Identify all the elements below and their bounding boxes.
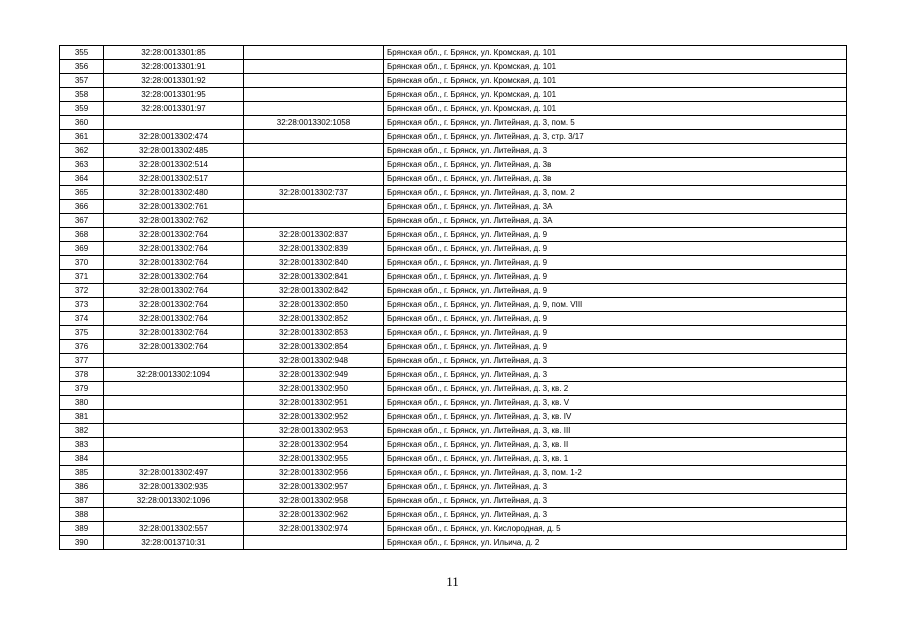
cadastral-number-cell: 32:28:0013302:764 — [104, 340, 244, 354]
address-cell: Брянская обл., г. Брянск, ул. Литейная, д. 3 — [384, 480, 847, 494]
cadastral-number-cell: 32:28:0013302:764 — [104, 312, 244, 326]
room-cadastral-number-cell: 32:28:0013302:839 — [244, 242, 384, 256]
cadastral-number-cell — [104, 354, 244, 368]
address-cell: Брянская обл., г. Брянск, ул. Кромская, д. 101 — [384, 102, 847, 116]
address-cell: Брянская обл., г. Брянск, ул. Литейная, д. 9 — [384, 340, 847, 354]
row-number-cell: 377 — [60, 354, 104, 368]
table-row — [60, 452, 847, 466]
table-row — [60, 284, 847, 298]
room-cadastral-number-cell: 32:28:0013302:840 — [244, 256, 384, 270]
address-cell: Брянская обл., г. Брянск, ул. Литейная, д. 9 — [384, 326, 847, 340]
address-cell: Брянская обл., г. Брянск, ул. Литейная, д. 3, стр. 3/17 — [384, 130, 847, 144]
room-cadastral-number-cell: 32:28:0013302:952 — [244, 410, 384, 424]
row-number-cell: 355 — [60, 46, 104, 60]
table-row — [60, 480, 847, 494]
table-row — [60, 242, 847, 256]
cadastral-number-cell: 32:28:0013302:761 — [104, 200, 244, 214]
row-number-cell: 384 — [60, 452, 104, 466]
registry-table — [59, 45, 847, 550]
address-cell: Брянская обл., г. Брянск, ул. Литейная, д. 3, кв. IV — [384, 410, 847, 424]
registry-table-body — [60, 46, 847, 550]
table-row — [60, 466, 847, 480]
address-cell: Брянская обл., г. Брянск, ул. Литейная, д. 9 — [384, 312, 847, 326]
cadastral-number-cell — [104, 438, 244, 452]
row-number-cell: 373 — [60, 298, 104, 312]
cadastral-number-cell: 32:28:0013302:764 — [104, 298, 244, 312]
room-cadastral-number-cell — [244, 88, 384, 102]
cadastral-number-cell: 32:28:0013302:764 — [104, 326, 244, 340]
cadastral-number-cell: 32:28:0013302:935 — [104, 480, 244, 494]
cadastral-number-cell: 32:28:0013302:764 — [104, 284, 244, 298]
cadastral-number-cell: 32:28:0013302:557 — [104, 522, 244, 536]
cadastral-number-cell — [104, 410, 244, 424]
cadastral-number-cell: 32:28:0013301:85 — [104, 46, 244, 60]
room-cadastral-number-cell — [244, 74, 384, 88]
table-row — [60, 88, 847, 102]
table-row — [60, 158, 847, 172]
row-number-cell: 378 — [60, 368, 104, 382]
address-cell: Брянская обл., г. Брянск, ул. Литейная, д. 3, кв. II — [384, 438, 847, 452]
row-number-cell: 389 — [60, 522, 104, 536]
row-number-cell: 375 — [60, 326, 104, 340]
room-cadastral-number-cell — [244, 214, 384, 228]
address-cell: Брянская обл., г. Брянск, ул. Литейная, д. 3, кв. V — [384, 396, 847, 410]
room-cadastral-number-cell — [244, 172, 384, 186]
row-number-cell: 365 — [60, 186, 104, 200]
cadastral-number-cell: 32:28:0013302:517 — [104, 172, 244, 186]
address-cell: Брянская обл., г. Брянск, ул. Литейная, д. 9 — [384, 284, 847, 298]
row-number-cell: 369 — [60, 242, 104, 256]
address-cell: Брянская обл., г. Брянск, ул. Кромская, д. 101 — [384, 46, 847, 60]
room-cadastral-number-cell — [244, 144, 384, 158]
row-number-cell: 357 — [60, 74, 104, 88]
row-number-cell: 364 — [60, 172, 104, 186]
room-cadastral-number-cell: 32:28:0013302:737 — [244, 186, 384, 200]
room-cadastral-number-cell: 32:28:0013302:1058 — [244, 116, 384, 130]
table-row — [60, 424, 847, 438]
address-cell: Брянская обл., г. Брянск, ул. Литейная, д. 3, кв. 1 — [384, 452, 847, 466]
room-cadastral-number-cell: 32:28:0013302:948 — [244, 354, 384, 368]
room-cadastral-number-cell: 32:28:0013302:852 — [244, 312, 384, 326]
table-row — [60, 326, 847, 340]
address-cell: Брянская обл., г. Брянск, ул. Литейная, д. 9 — [384, 270, 847, 284]
address-cell: Брянская обл., г. Брянск, ул. Литейная, д. 9 — [384, 242, 847, 256]
table-row — [60, 172, 847, 186]
row-number-cell: 367 — [60, 214, 104, 228]
table-row — [60, 214, 847, 228]
room-cadastral-number-cell — [244, 46, 384, 60]
address-cell: Брянская обл., г. Брянск, ул. Кромская, д. 101 — [384, 88, 847, 102]
room-cadastral-number-cell: 32:28:0013302:949 — [244, 368, 384, 382]
address-cell: Брянская обл., г. Брянск, ул. Кромская, д. 101 — [384, 60, 847, 74]
room-cadastral-number-cell: 32:28:0013302:853 — [244, 326, 384, 340]
table-row — [60, 438, 847, 452]
table-row — [60, 256, 847, 270]
cadastral-number-cell: 32:28:0013302:474 — [104, 130, 244, 144]
address-cell: Брянская обл., г. Брянск, ул. Литейная, д. 3А — [384, 214, 847, 228]
room-cadastral-number-cell — [244, 60, 384, 74]
cadastral-number-cell: 32:28:0013710:31 — [104, 536, 244, 550]
address-cell: Брянская обл., г. Брянск, ул. Литейная, д. 3, кв. III — [384, 424, 847, 438]
cadastral-number-cell: 32:28:0013302:485 — [104, 144, 244, 158]
room-cadastral-number-cell: 32:28:0013302:951 — [244, 396, 384, 410]
table-row — [60, 340, 847, 354]
room-cadastral-number-cell — [244, 536, 384, 550]
row-number-cell: 383 — [60, 438, 104, 452]
row-number-cell: 382 — [60, 424, 104, 438]
row-number-cell: 380 — [60, 396, 104, 410]
room-cadastral-number-cell: 32:28:0013302:841 — [244, 270, 384, 284]
address-cell: Брянская обл., г. Брянск, ул. Литейная, д. 3 — [384, 368, 847, 382]
row-number-cell: 390 — [60, 536, 104, 550]
address-cell: Брянская обл., г. Брянск, ул. Литейная, д. 3в — [384, 158, 847, 172]
row-number-cell: 359 — [60, 102, 104, 116]
cadastral-number-cell: 32:28:0013301:91 — [104, 60, 244, 74]
room-cadastral-number-cell: 32:28:0013302:850 — [244, 298, 384, 312]
address-cell: Брянская обл., г. Брянск, ул. Литейная, д. 3 — [384, 494, 847, 508]
room-cadastral-number-cell — [244, 130, 384, 144]
row-number-cell: 371 — [60, 270, 104, 284]
cadastral-number-cell: 32:28:0013301:92 — [104, 74, 244, 88]
room-cadastral-number-cell: 32:28:0013302:950 — [244, 382, 384, 396]
cadastral-number-cell: 32:28:0013302:764 — [104, 228, 244, 242]
table-row — [60, 312, 847, 326]
cadastral-number-cell: 32:28:0013302:764 — [104, 242, 244, 256]
table-row — [60, 382, 847, 396]
table-row — [60, 368, 847, 382]
cadastral-number-cell — [104, 424, 244, 438]
table-row — [60, 186, 847, 200]
address-cell: Брянская обл., г. Брянск, ул. Литейная, д. 9 — [384, 228, 847, 242]
room-cadastral-number-cell: 32:28:0013302:837 — [244, 228, 384, 242]
row-number-cell: 362 — [60, 144, 104, 158]
cadastral-number-cell: 32:28:0013302:480 — [104, 186, 244, 200]
room-cadastral-number-cell — [244, 200, 384, 214]
table-row — [60, 46, 847, 60]
row-number-cell: 356 — [60, 60, 104, 74]
table-row — [60, 298, 847, 312]
room-cadastral-number-cell: 32:28:0013302:955 — [244, 452, 384, 466]
cadastral-number-cell: 32:28:0013302:1096 — [104, 494, 244, 508]
cadastral-number-cell: 32:28:0013302:764 — [104, 256, 244, 270]
table-row — [60, 200, 847, 214]
table-row — [60, 354, 847, 368]
room-cadastral-number-cell: 32:28:0013302:957 — [244, 480, 384, 494]
address-cell: Брянская обл., г. Брянск, ул. Литейная, д. 3, пом. 1-2 — [384, 466, 847, 480]
cadastral-number-cell: 32:28:0013302:514 — [104, 158, 244, 172]
address-cell: Брянская обл., г. Брянск, ул. Кромская, д. 101 — [384, 74, 847, 88]
row-number-cell: 387 — [60, 494, 104, 508]
row-number-cell: 370 — [60, 256, 104, 270]
cadastral-number-cell: 32:28:0013302:1094 — [104, 368, 244, 382]
table-row — [60, 228, 847, 242]
table-row — [60, 144, 847, 158]
row-number-cell: 385 — [60, 466, 104, 480]
room-cadastral-number-cell: 32:28:0013302:954 — [244, 438, 384, 452]
table-row — [60, 116, 847, 130]
table-row — [60, 410, 847, 424]
page-number: 11 — [446, 574, 459, 589]
table-row — [60, 130, 847, 144]
row-number-cell: 379 — [60, 382, 104, 396]
table-row — [60, 396, 847, 410]
table-row — [60, 270, 847, 284]
room-cadastral-number-cell: 32:28:0013302:854 — [244, 340, 384, 354]
row-number-cell: 381 — [60, 410, 104, 424]
address-cell: Брянская обл., г. Брянск, ул. Литейная, д. 9, пом. VIII — [384, 298, 847, 312]
cadastral-number-cell — [104, 116, 244, 130]
room-cadastral-number-cell — [244, 158, 384, 172]
row-number-cell: 360 — [60, 116, 104, 130]
table-row — [60, 522, 847, 536]
room-cadastral-number-cell: 32:28:0013302:842 — [244, 284, 384, 298]
address-cell: Брянская обл., г. Брянск, ул. Литейная, д. 3, пом. 2 — [384, 186, 847, 200]
row-number-cell: 368 — [60, 228, 104, 242]
address-cell: Брянская обл., г. Брянск, ул. Литейная, д. 3А — [384, 200, 847, 214]
table-row — [60, 60, 847, 74]
row-number-cell: 376 — [60, 340, 104, 354]
cadastral-number-cell — [104, 382, 244, 396]
table-row — [60, 102, 847, 116]
address-cell: Брянская обл., г. Брянск, ул. Ильича, д. 2 — [384, 536, 847, 550]
address-cell: Брянская обл., г. Брянск, ул. Литейная, д. 3 — [384, 354, 847, 368]
table-row — [60, 494, 847, 508]
row-number-cell: 358 — [60, 88, 104, 102]
cadastral-number-cell: 32:28:0013301:95 — [104, 88, 244, 102]
table-row — [60, 536, 847, 550]
cadastral-number-cell: 32:28:0013302:497 — [104, 466, 244, 480]
room-cadastral-number-cell: 32:28:0013302:958 — [244, 494, 384, 508]
address-cell: Брянская обл., г. Брянск, ул. Литейная, д. 3 — [384, 508, 847, 522]
cadastral-number-cell — [104, 508, 244, 522]
cadastral-number-cell: 32:28:0013301:97 — [104, 102, 244, 116]
table-row — [60, 508, 847, 522]
cadastral-number-cell — [104, 396, 244, 410]
cadastral-number-cell — [104, 452, 244, 466]
address-cell: Брянская обл., г. Брянск, ул. Литейная, д. 3, кв. 2 — [384, 382, 847, 396]
address-cell: Брянская обл., г. Брянск, ул. Литейная, д. 3в — [384, 172, 847, 186]
address-cell: Брянская обл., г. Брянск, ул. Литейная, д. 3, пом. 5 — [384, 116, 847, 130]
room-cadastral-number-cell — [244, 102, 384, 116]
table-row — [60, 74, 847, 88]
row-number-cell: 361 — [60, 130, 104, 144]
address-cell: Брянская обл., г. Брянск, ул. Литейная, д. 3 — [384, 144, 847, 158]
row-number-cell: 363 — [60, 158, 104, 172]
row-number-cell: 372 — [60, 284, 104, 298]
row-number-cell: 366 — [60, 200, 104, 214]
room-cadastral-number-cell: 32:28:0013302:974 — [244, 522, 384, 536]
cadastral-number-cell: 32:28:0013302:762 — [104, 214, 244, 228]
address-cell: Брянская обл., г. Брянск, ул. Литейная, д. 9 — [384, 256, 847, 270]
row-number-cell: 374 — [60, 312, 104, 326]
row-number-cell: 386 — [60, 480, 104, 494]
address-cell: Брянская обл., г. Брянск, ул. Кислородная, д. 5 — [384, 522, 847, 536]
cadastral-number-cell: 32:28:0013302:764 — [104, 270, 244, 284]
room-cadastral-number-cell: 32:28:0013302:956 — [244, 466, 384, 480]
row-number-cell: 388 — [60, 508, 104, 522]
room-cadastral-number-cell: 32:28:0013302:962 — [244, 508, 384, 522]
room-cadastral-number-cell: 32:28:0013302:953 — [244, 424, 384, 438]
